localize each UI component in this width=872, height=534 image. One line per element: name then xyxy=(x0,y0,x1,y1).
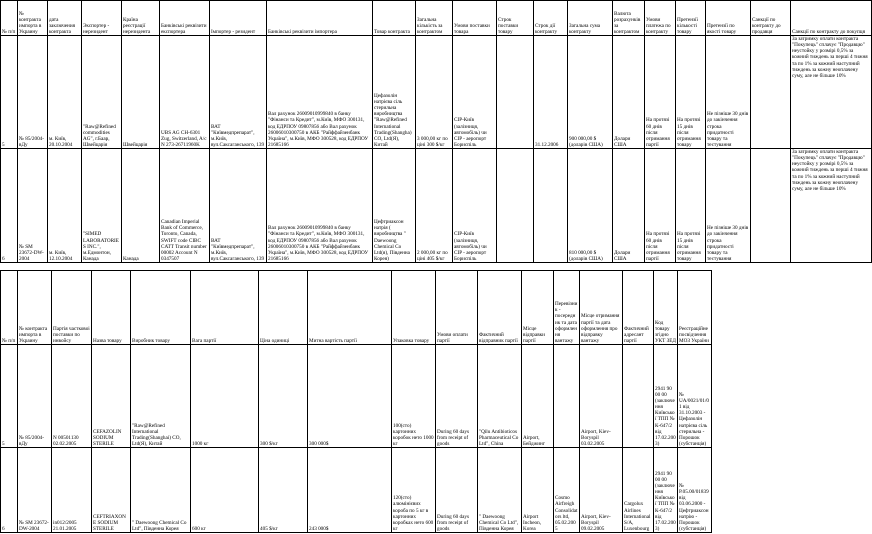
table-cell: № SM 23672-DW-2004 xyxy=(18,448,52,533)
column-header: № п/п xyxy=(1,1,18,36)
table-cell: 2941 90 00 00 (заключення Київської ТПП № К-647/2 від 17.02.2003) xyxy=(654,345,678,448)
column-header: Місце відправки партії xyxy=(522,271,554,345)
column-header: Фактичний адресант партії xyxy=(623,271,654,345)
table-cell: " Daewoong Chemical Co Ltd", Південна Корея xyxy=(131,448,191,533)
contract-table xyxy=(0,0,872,263)
table-cell: На протязі 15 днів після отримання товару xyxy=(676,149,706,263)
column-header: Претензії кількості товару xyxy=(676,1,706,36)
table-cell: CEFTRIAXONE SODIUM STERILE xyxy=(92,448,131,533)
table-cell: № P.05.00/01839 від 03.06.2000 - Цефтриаксон натрію - Порошок (субстанція) xyxy=(678,448,712,533)
table-cell: CIP-Київ (залізниця, автомобіль) чи CIP - аеропорт Бориспіль xyxy=(453,36,497,149)
table-cell: 1000 кг xyxy=(191,345,259,448)
table-cell: CIP-Київ (залізниця, автомобіль) чи CIP - аеропорт Бориспіль xyxy=(453,149,497,263)
column-header: Строк поставки товару xyxy=(497,1,534,36)
table-cell: "Raw@Refined commodities AG", г.Баар, Швейцарія xyxy=(82,36,122,149)
column-header: Місце отримання партії та дата оформлення про відправку вантажу xyxy=(580,271,623,345)
table-cell: Canadian Imperial Bank of Commerce, Toronto, Canada, SWIFT code CIBC CATT Transit number 00002 Account N 0347507 xyxy=(160,149,210,263)
table-cell: Вал рахунок 26009010999840 в банку "Фінанси та Кредит", м.Київ, МФО 300131, код ЕДРПОУ 09807856 або Вал рахунок 26006010300750 в АКБ "Райффайзенбанк Україна", м.Київ, МФО 300528, код ЕДРПОУ 21685166 xyxy=(267,149,373,263)
table-cell: Вал рахунок 26009010999840 в банку "Фінанси та Кредит", м.Київ, МФО 300131, код ЕДРПОУ 09807856 або Вал рахунок 26006010300750 в АКБ "Райффайзенбанк Україна", м.Київ, МФО 300528, код ЕДРПОУ 21685166 xyxy=(267,36,373,149)
column-header: Санкції по контракту до продавця xyxy=(751,1,791,36)
table-cell: Airport, Бейджинг xyxy=(522,345,554,448)
table-cell xyxy=(497,36,534,149)
table-cell: 6 xyxy=(1,149,18,263)
table-cell: 300 000$ xyxy=(308,345,392,448)
column-header: Партія частковоі поставки по инвойсу xyxy=(52,271,92,345)
column-header: Умови платежа по контракту xyxy=(645,1,676,36)
table-cell: Не пізніше 30 днів до закінчення строка придатності товару та тестування xyxy=(706,36,751,149)
table-cell: Cargolux Airlines International S/A, Luxenbourg xyxy=(623,448,654,533)
column-header: Санкції по контракту до покупця xyxy=(791,1,872,36)
table-cell: Цефтриаксон натрія ( виробництва " Daewoong Chemical Co Ltd(я), Південна Корея) xyxy=(373,149,416,263)
column-header: Ціна одиниці xyxy=(259,271,308,345)
column-header: Імпортер - резидент xyxy=(210,1,267,36)
column-header: Загальна кількість за контрактом xyxy=(416,1,453,36)
column-header: Виробник товару xyxy=(131,271,191,345)
table-cell xyxy=(623,345,654,448)
table-cell: Cosmo Airfreigh Consolidators ltd, 05.02.2005 xyxy=(554,448,580,533)
column-header: Реєстраційне посвідчення МОЗ України xyxy=(678,271,712,345)
table-row xyxy=(1,345,712,448)
column-header: Країна реєстрації нерезидента xyxy=(122,1,160,36)
column-header: Умови поставки товара xyxy=(453,1,497,36)
table-cell: № UA/0021/01/01 від 31.10.2003 - Цефазолін натрієва сіль стерильна - Порошок (субстанція) xyxy=(678,345,712,448)
table-cell: During 60 days from receipt of goods xyxy=(436,345,478,448)
table-cell: № 85/2004-вДу xyxy=(18,345,52,448)
table-cell xyxy=(751,36,791,149)
table-cell xyxy=(497,149,534,263)
header-row xyxy=(1,271,712,345)
table-cell: "SIMED LABORATORIES INC.", м.Едмонтон, Канада xyxy=(82,149,122,263)
table-cell: 100(сто) картонних коробок нето 1000 кг xyxy=(392,345,436,448)
table-cell: № 85/2004-вДу xyxy=(18,36,48,149)
column-header: Код товару згідно УКТ ЗЕД xyxy=(654,271,678,345)
column-header: Претензії по якості товару xyxy=(706,1,751,36)
table-cell: На протязі 60 днів після отримання партії xyxy=(645,36,676,149)
table-cell: Цефазолін натрієва сіль стерильна виробництва "Raw@Refined International Trading(Shangha) CO, Ltd(Я), Китай xyxy=(373,36,416,149)
table-cell: м. Київ, 20.10.2004 xyxy=(48,36,82,149)
column-header: Валюта розрахунків за контрактом xyxy=(613,1,645,36)
table-cell: UBS AG CH-6301 Zug, Switzerland, A/c N 273-26711960K xyxy=(160,36,210,149)
table-cell: " Daewoong Chemical Co Ltd", Південна Корея xyxy=(478,448,522,533)
column-header: Товар контракта xyxy=(373,1,416,36)
table-cell xyxy=(534,149,568,263)
column-header: Фактичний відправник партії xyxy=(478,271,522,345)
table-cell: Долари США xyxy=(613,149,645,263)
table-cell: м. Київ, 12.10.2004 xyxy=(48,149,82,263)
column-header: дата заключения контракта xyxy=(48,1,82,36)
table-cell: in012/2005 21.01.2005 xyxy=(52,448,92,533)
table-cell: 2 000,00 кг по ціні 405 $/кг xyxy=(416,149,453,263)
table-cell: ВАТ "Київмедпрепарат", м.Київ, вул.Саксаганського, 139 xyxy=(210,149,267,263)
table-cell xyxy=(554,345,580,448)
table-cell: 243 000$ xyxy=(308,448,392,533)
column-header: Умови оплати партії xyxy=(436,271,478,345)
column-header: № п/п xyxy=(1,271,18,345)
table-cell: N 00501130 02.02.2005 xyxy=(52,345,92,448)
table-cell: Airport, Kiev-Boryspil 09.02.2005 xyxy=(580,448,623,533)
table-cell: 300 $/кг xyxy=(259,345,308,448)
table-cell: 120(сто) алюмінієвих короба по 5 кг в картонних коробках нето 600 кг xyxy=(392,448,436,533)
table-cell: Долари США xyxy=(613,36,645,149)
table-cell: "Raw@Refined International Trading(Shanghai) CO, Ltd(Я), Китай xyxy=(131,345,191,448)
column-header: Назва товару xyxy=(92,271,131,345)
column-header: № контракта импорта в Украину xyxy=(18,271,52,345)
table-cell: 600 кг xyxy=(191,448,259,533)
table-cell: CEFAZOLIN SODIUM STERILE xyxy=(92,345,131,448)
column-header: Митна вартість партії xyxy=(308,271,392,345)
column-header: Экспортер - нерезидент xyxy=(82,1,122,36)
table-cell: 810 000,00 $ (доларів США) xyxy=(568,149,613,263)
header-row xyxy=(1,1,872,36)
column-header: Банківські реквізити експортера xyxy=(160,1,210,36)
table-cell: Швейцарія xyxy=(122,36,160,149)
table-gap xyxy=(0,263,791,270)
table-cell: За затримку оплати контракта "Покупець" сплачує "Продавцю" неустойку у розмірі 0,5% за кожний тиждень за перші 4 тижня та по 1% за кожний наступний тиждень за кожну неоплачену суму, але не більше 10% xyxy=(791,149,872,263)
column-header: Банківські реквізити імпортера xyxy=(267,1,373,36)
column-header: Вага партії xyxy=(191,271,259,345)
table-cell: 5 xyxy=(1,36,18,149)
table-cell xyxy=(751,149,791,263)
table-row xyxy=(1,36,872,149)
table-cell: 405 $/кг xyxy=(259,448,308,533)
table-cell: 3 000,00 кг по ціні 300 $/кг xyxy=(416,36,453,149)
table-row xyxy=(1,149,872,263)
table-cell: "Qilu Antibioticos Pharmaceutical Co Ltd", China xyxy=(478,345,522,448)
table-cell: 2941 90 00 00 (заключення Київської ТПП № К-647/2 від 17.02.2003) xyxy=(654,448,678,533)
table-cell: 5 xyxy=(1,345,18,448)
column-header: Загальна сума контракту xyxy=(568,1,613,36)
table-cell: 6 xyxy=(1,448,18,533)
table-row xyxy=(1,448,712,533)
table-cell: During 60 days from receipt of goods xyxy=(436,448,478,533)
table-cell: На протязі 60 днів після отримання партії xyxy=(645,149,676,263)
table-cell: Не пізніше 30 днів до закінчення строка придатності товару та тестування xyxy=(706,149,751,263)
shipment-table xyxy=(0,270,712,533)
table-cell: № SM 23672-DW-2004 xyxy=(18,149,48,263)
column-header: Перевізник - посередник та дата оформлення вантажу xyxy=(554,271,580,345)
table-cell: 900 000,00 $ (доларів США) xyxy=(568,36,613,149)
column-header: № контракта импорта в Украину xyxy=(18,1,48,36)
column-header: Строк дії контракту xyxy=(534,1,568,36)
table-cell: За затримку оплати контракта "Покупець" сплачує "Продавцю" неустойку у розмірі 0,5% за кожний тиждень за перші 4 тижня та по 1% за кожний наступний тиждень за кожну неоплачену суму, але не більше 10% xyxy=(791,36,872,149)
table-cell: Airport, Kiev-Boryspil 03.02.2005 xyxy=(580,345,623,448)
table-cell: Airport Incheon, Korea xyxy=(522,448,554,533)
table-cell: На протязі 15 днів після отримання товару xyxy=(676,36,706,149)
table-cell: Канада xyxy=(122,149,160,263)
table-cell: 31.12.2006 xyxy=(534,36,568,149)
table-cell: ВАТ "Київмедпрепарат", м.Київ, вул.Саксаганського, 139 xyxy=(210,36,267,149)
column-header: Упаковка товару xyxy=(392,271,436,345)
